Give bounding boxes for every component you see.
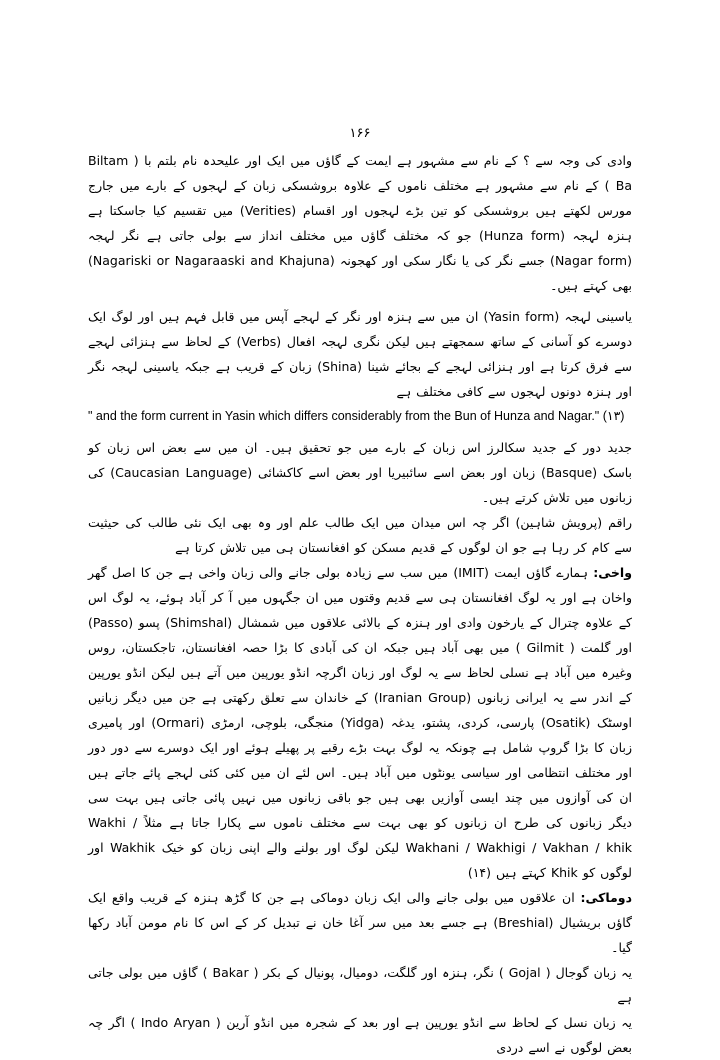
page-number: ۱۶۶ [349, 126, 371, 141]
document-body [88, 148, 632, 1060]
paragraph-4: راقم (پرویش شاہین) اگر چہ اس میدان میں ایک طالب علم اور وہ بھی ایک نئی طالب کی حیثیت سے کام کر رہا ہے جو ان لوگوں کے قدیم مسکن کو افغانستان ہی میں تلاش کرتا ہے [88, 515, 632, 555]
heading-domaki: دوماکی: [580, 890, 632, 905]
paragraph-2: یاسینی لہجہ (Yasin form) ان میں سے ہنزہ اور نگر کے لہجے آپس میں قابل فہم ہیں اور لوگ ایک دوسرے کو آسانی کے ساتھ سمجھتے ہیں لیکن نگری لہجہ افعال (Verbs) کے لحاظ سے ہنزائی لہجے سے فرق کرتا ہے اور ہنزائی لہجے کے بجائے شینا (Shina) زبان کے قریب ہے جبکہ یاسینی لہجہ نگر اور ہنزہ دونوں لہجوں سے کافی مختلف ہے [88, 309, 633, 399]
paragraph-domaki: دوماکی: ان علاقوں میں بولی جانے والی ایک زبان دوماکی ہے جن کا گڑھ ہنزہ کے قریب واقع ایک گاؤں بریشیال (Breshial) ہے جسے بعد میں سر آغا خان نے تبدیل کر کے اس کا نام مومن آباد رکھا گیا۔ [88, 890, 633, 955]
paragraph-3: جدید دور کے جدید سکالرز اس زبان کے بارے میں جو تحقیق ہیں۔ ان میں سے بعض اس زبان کو باسک (Basque) زبان اور بعض اسے سائبیریا اور بعض اسے کاکشائی (Caucasian Language) کی زبانوں میں تلاش کرتے ہیں۔ [88, 440, 632, 505]
paragraph-indo-aryan: یہ زبان نسل کے لحاظ سے انڈو یورپین ہے اور بعد کے شجرہ میں انڈو آرین ( Indo Aryan ) اگر چہ بعض لوگوں نے اسے دردی [88, 1015, 632, 1055]
english-quote: " and the form current in Yasin which differs considerably from the Bun of Hunza and Nagar." (۱۳) [88, 409, 625, 423]
paragraph-gojal: یہ زبان گوجال ( Gojal ) نگر، ہنزہ اور گلگت، دومیال، پونیال کے بکر ( Bakar ) گاؤں میں بولی جاتی ہے [88, 965, 632, 1005]
paragraph-1: وادی کی وجہ سے ؟ کے نام سے مشہور ہے ایمت کے گاؤں میں ایک اور علیحدہ نام بلتم با ( Biltam Ba ) کے نام سے مشہور ہے مختلف ناموں کے علاوہ بروشسکی زبان کے لہجوں کے بارے میں جارج مورس لکھتے ہیں بروشسکی کو تین بڑے لہجوں اور اقسام (Verities) میں تقسیم کیا جاسکتا ہے ہنزہ لہجہ (Hunza form) جو کہ مختلف گاؤں میں مختلف انداز سے بولی جاتی ہے نگر لہجہ (Nagar form) جسے نگر کی یا نگار سکی اور کھجونہ (Nagariski or Nagaraaski and Khajuna) بھی کہتے ہیں۔ [88, 153, 633, 293]
paragraph-wakhi: واخی: ہمارے گاؤں ایمت (IMIT) میں سب سے زیادہ بولی جانے والی زبان واخی ہے جن کا اصل گھر واخان ہے اور یہ لوگ افغانستان ہی سے قدیم وقتوں میں ان جگہوں میں آ کر آباد ہوئے، یہ لوگ اس کے علاوہ چترال کے یارخون وادی اور ہنزہ کے بالائی علاقوں میں شمشال (Shimshal) پسو (Passo) اور گلمت ( Gilmit ) میں بھی آباد ہیں جبکہ ان کی آبادی کا بڑا حصہ افغانستان، تاجکستان، روس وغیرہ میں آباد ہے نسلی لحاظ سے یہ لوگ اور زبان اگرچہ انڈو یورپین میں آتے ہیں لیکن انڈو یورپین کے اندر سے یہ ایرانی زبانوں (Iranian Group) کے خاندان سے تعلق رکھتی ہے جن میں دیگر زبانیں اوسٹک (Osatik) پارسی، کردی، پشتو، یدغہ (Yidga) منجگی، بلوچی، ارمڑی (Ormari) اور پامیری زبان کا بڑا گروپ شامل ہے چونکہ یہ لوگ بہت بڑے رقبے پر پھیلے ہوئے اور ایک دوسرے سے دور دور اور مختلف انتظامی اور سیاسی یونٹوں میں آباد ہیں۔ اس لئے ان میں کئی کئی لہجے پائے جاتے ہیں ان کی آوازوں میں چند ایسی آوازیں بھی ہیں جو باقی زبانوں میں نہیں پائی جاتی ہیں بہت سی دیگر زبانوں کی طرح ان زبانوں کو بھی بہت سے مختلف ناموں سے پکارا جاتا ہے مثلاً Wakhi / Wakhani / Wakhigi / Vakhan / khik لیکن لوگ اور بولنے والے اپنی زبان کو خیک Wakhik اور لوگوں کو Khik کہتے ہیں (۱۴) [88, 565, 633, 880]
heading-wakhi: واخی: [593, 565, 632, 580]
